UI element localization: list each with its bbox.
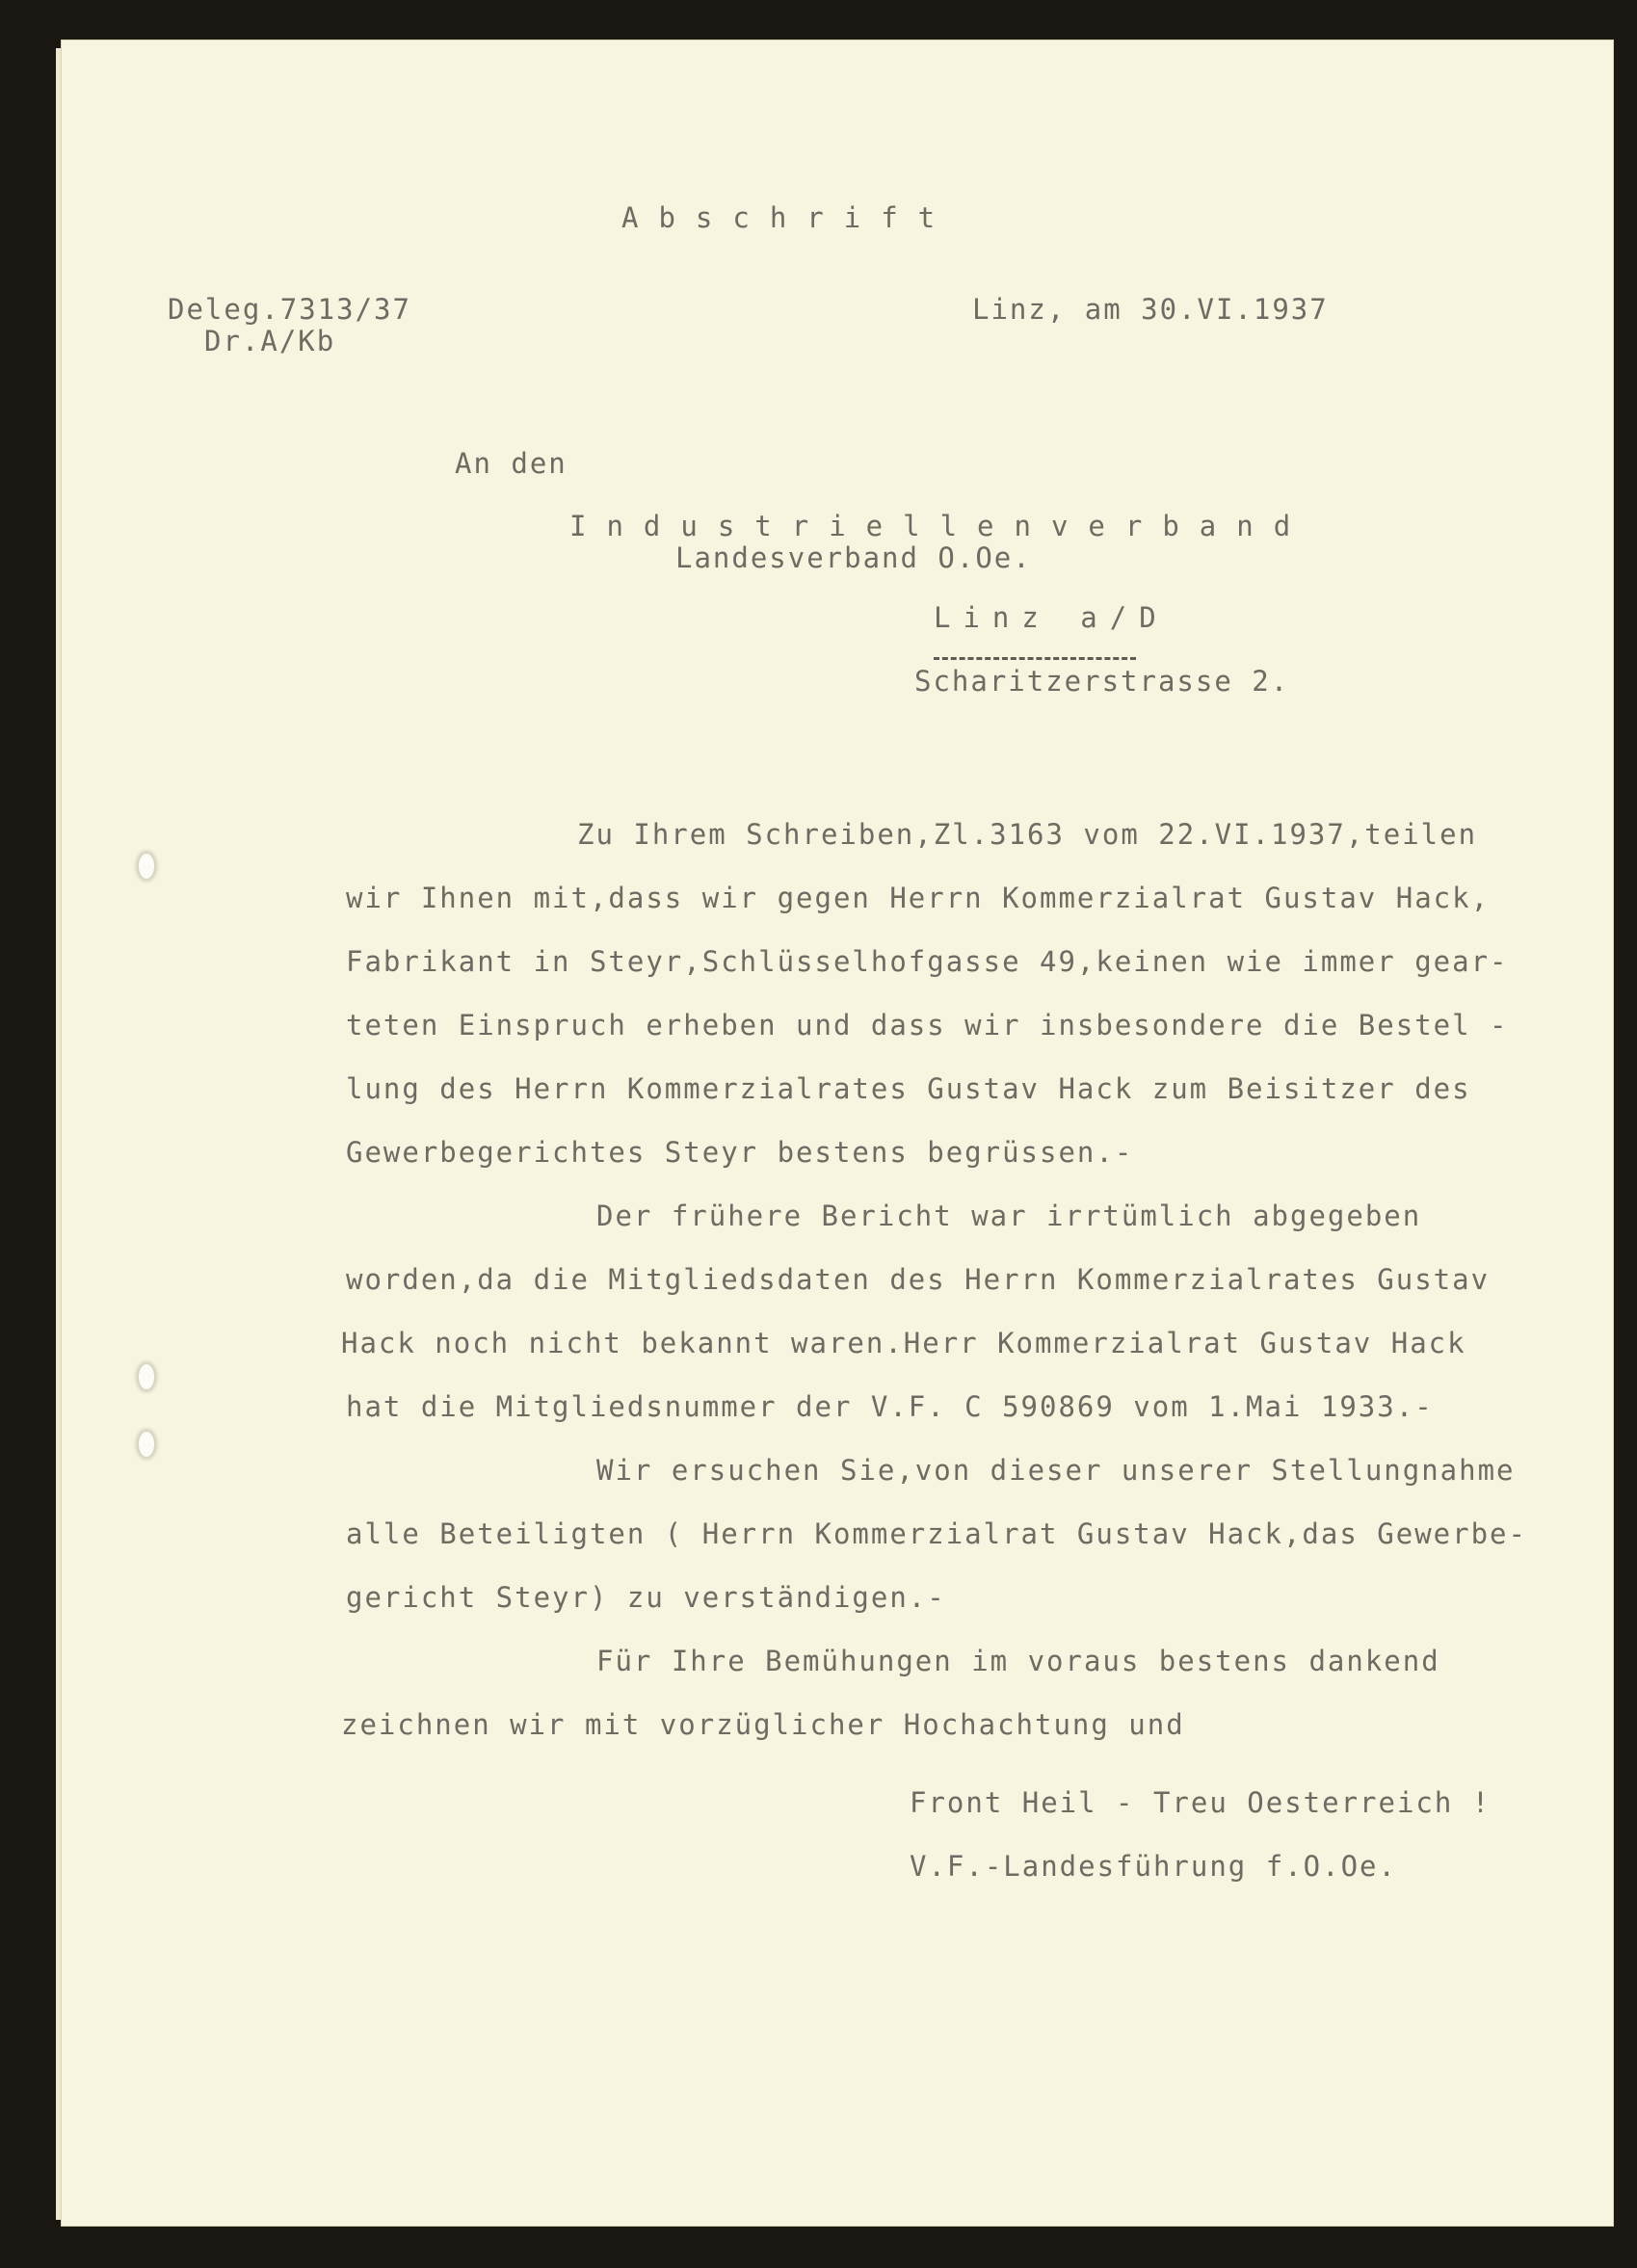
addressee-salutation: An den [455,447,568,480]
city-underline [934,657,1136,660]
body-line: gericht Steyr) zu verständigen.- [346,1581,946,1614]
body-line: Der frühere Bericht war irrtümlich abgegeben [596,1200,1422,1232]
body-line: wir Ihnen mit,dass wir gegen Herrn Kommerzialrat Gustav Hack, [346,882,1491,914]
addressee-organization: Industriellenverband [569,510,1311,542]
body-line: Zu Ihrem Schreiben,Zl.3163 vom 22.VI.1937,teilen [577,818,1478,851]
body-line: hat die Mitgliedsnummer der V.F. C 590869 vom 1.Mai 1933.- [346,1390,1434,1423]
body-line: alle Beteiligten ( Herrn Kommerzialrat Gustav Hack,das Gewerbe- [346,1517,1527,1550]
body-line: lung des Herrn Kommerzialrates Gustav Hack zum Beisitzer des [346,1072,1471,1105]
body-line: Wir ersuchen Sie,von dieser unserer Stellungnahme [596,1454,1516,1487]
body-line: Gewerbegerichtes Steyr bestens begrüssen.- [346,1136,1134,1169]
reference-number: Deleg.7313/37 [168,293,411,326]
closing-greeting: Front Heil - Treu Oesterreich ! [910,1786,1492,1819]
body-line: Fabrikant in Steyr,Schlüsselhofgasse 49,keinen wie immer gear- [346,945,1509,978]
body-line: Für Ihre Bemühungen im voraus bestens dankend [596,1645,1440,1677]
punch-hole [137,1362,156,1391]
body-line: Hack noch nicht bekannt waren.Herr Kommerzialrat Gustav Hack [341,1327,1466,1359]
addressee-street: Scharitzerstrasse 2. [914,665,1290,698]
body-line: teten Einspruch erheben und dass wir insbesondere die Bestel - [346,1009,1509,1042]
body-line: zeichnen wir mit vorzüglicher Hochachtung und [341,1708,1185,1741]
reference-initials: Dr.A/Kb [204,325,336,357]
place-date: Linz, am 30.VI.1937 [972,293,1329,326]
body-line: worden,da die Mitgliedsdaten des Herrn Kommerzialrates Gustav [346,1263,1491,1296]
addressee-branch: Landesverband O.Oe. [675,541,1032,574]
addressee-city: Linz a/D [934,601,1169,634]
document-title: Abschrift [621,201,956,234]
punch-hole [137,852,156,881]
punch-hole [137,1430,156,1459]
letter-page [62,40,1613,2226]
closing-signature-block: V.F.-Landesführung f.O.Oe. [910,1850,1397,1883]
